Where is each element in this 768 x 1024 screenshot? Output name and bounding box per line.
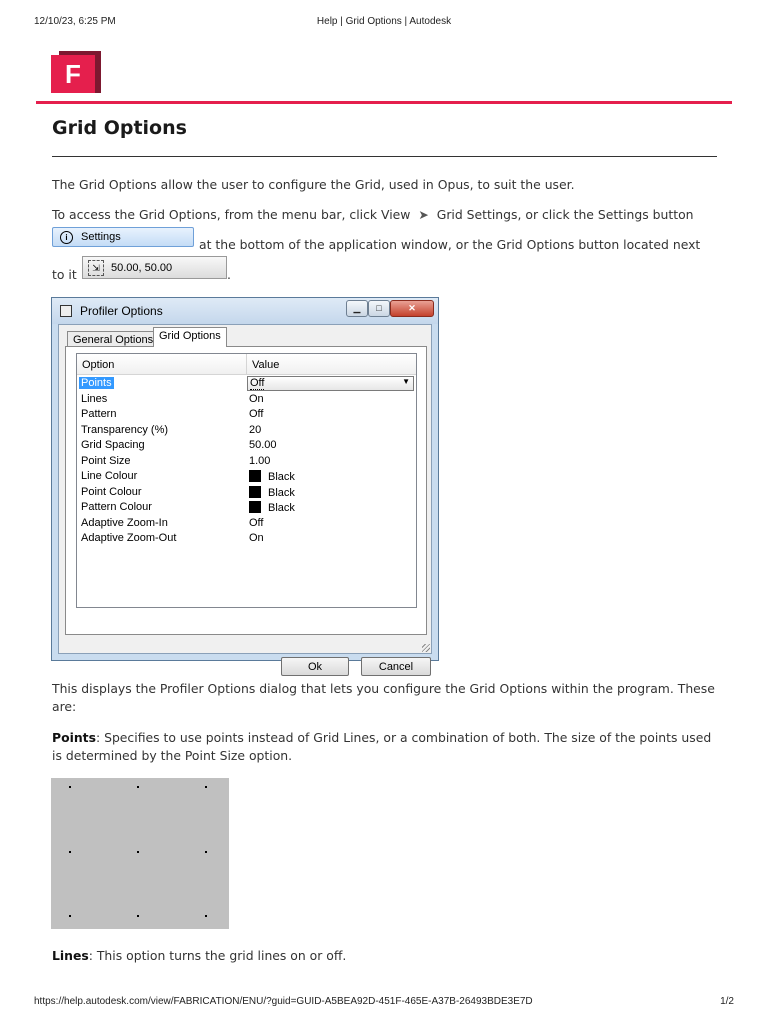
menu-separator-icon: ➤: [418, 207, 429, 222]
print-page-number: 1/2: [720, 996, 734, 1007]
dropdown-value: Off: [250, 377, 265, 389]
color-name: Black: [268, 471, 295, 483]
option-name: Adaptive Zoom-Out: [81, 532, 177, 544]
option-value: 20: [249, 423, 262, 436]
logo-letter: F: [51, 55, 95, 93]
color-name: Black: [268, 502, 295, 514]
access-text-1: To access the Grid Options, from the menu bar, click View: [52, 207, 411, 222]
tab-general-options[interactable]: General Options: [67, 331, 159, 347]
option-name: Points: [81, 377, 112, 389]
grid-point: [69, 786, 71, 788]
options-list: [76, 353, 417, 608]
grid-spacing-icon: ⇲: [88, 260, 104, 276]
settings-button-label: Settings: [81, 231, 121, 243]
grid-point: [137, 786, 139, 788]
column-header-value[interactable]: Value: [252, 359, 280, 371]
autodesk-fabrication-logo[interactable]: [51, 51, 101, 93]
option-name: Grid Spacing: [81, 439, 145, 451]
option-row-adaptive-zoom-in[interactable]: [77, 516, 416, 532]
access-paragraph-line3: to it: [52, 267, 77, 282]
option-name: Pattern: [81, 408, 117, 420]
lines-paragraph: [52, 947, 718, 965]
column-header-option[interactable]: Option: [82, 359, 115, 371]
list-header: [77, 354, 416, 375]
print-datetime: 12/10/23, 6:25 PM: [34, 16, 116, 27]
grid-point: [69, 851, 71, 853]
points-paragraph: [52, 729, 718, 765]
option-row-pattern[interactable]: [77, 407, 416, 423]
window-app-icon: [60, 305, 72, 317]
option-name: Transparency (%): [81, 423, 169, 436]
option-value: [249, 501, 295, 514]
lines-description: : This option turns the grid lines on or off.: [88, 948, 347, 963]
option-name: Line Colour: [81, 470, 138, 482]
tab-grid-options[interactable]: Grid Options: [153, 327, 227, 347]
close-icon[interactable]: ✕: [390, 300, 434, 317]
points-term: Points: [52, 730, 96, 745]
access-paragraph-line1: [52, 206, 718, 224]
grid-options-button-image: [82, 256, 227, 279]
option-name: Point Size: [81, 454, 131, 467]
info-icon: i: [60, 231, 73, 244]
option-name: Point Colour: [81, 485, 142, 498]
option-row-grid-spacing[interactable]: [77, 438, 416, 454]
points-grid-example-image: [51, 778, 229, 929]
grid-point: [205, 851, 207, 853]
dialog-titlebar: [52, 298, 438, 324]
option-row-adaptive-zoom-out[interactable]: [77, 531, 416, 547]
option-value: 1.00: [249, 454, 271, 467]
option-value: [249, 470, 295, 483]
option-row-point-colour[interactable]: [77, 485, 416, 501]
title-divider: [52, 156, 717, 157]
option-value: On: [249, 392, 264, 405]
color-swatch: [249, 470, 261, 482]
grid-point: [205, 915, 207, 917]
profiler-options-dialog: [51, 297, 439, 673]
displays-paragraph: This displays the Profiler Options dialog that lets you configure the Grid Options within the program. These are:: [52, 681, 715, 714]
option-value: On: [249, 532, 264, 544]
access-text-2: Grid Settings, or click the Settings button: [436, 207, 694, 222]
lines-term: Lines: [52, 948, 89, 963]
dialog-body: [58, 324, 432, 673]
grid-point: [137, 851, 139, 853]
grid-options-panel: [65, 346, 427, 673]
chevron-down-icon[interactable]: ▼: [402, 377, 410, 386]
option-value: Off: [249, 516, 264, 529]
option-value: Off: [249, 408, 264, 420]
grid-point: [69, 915, 71, 917]
option-row-transparency[interactable]: [77, 423, 416, 439]
intro-paragraph: The Grid Options allow the user to configure the Grid, used in Opus, to suit the user.: [52, 177, 575, 192]
print-page-title: Help | Grid Options | Autodesk: [316, 16, 452, 27]
option-row-lines[interactable]: [77, 392, 416, 408]
option-name: Adaptive Zoom-In: [81, 516, 168, 529]
settings-button-image: [52, 227, 194, 247]
option-name: Pattern Colour: [81, 501, 152, 513]
grid-button-label: 50.00, 50.00: [111, 262, 173, 274]
option-row-pattern-colour[interactable]: [77, 500, 416, 516]
grid-point: [137, 915, 139, 917]
option-row-line-colour[interactable]: [77, 469, 416, 485]
color-name: Black: [268, 486, 295, 499]
ok-button[interactable]: Ok: [281, 657, 349, 676]
maximize-icon[interactable]: □: [368, 300, 390, 317]
option-name: Lines: [81, 392, 108, 405]
points-description: : Specifies to use points instead of Grid Lines, or a combination of both. The size of the points used is determined by the Point Size option.: [52, 730, 712, 763]
access-paragraph-end: .: [227, 267, 231, 282]
color-swatch: [249, 501, 261, 513]
dialog-title: Profiler Options: [80, 304, 163, 318]
access-paragraph-line2: at the bottom of the application window, or the Grid Options button located next: [199, 237, 701, 252]
brand-divider: [36, 101, 732, 104]
minimize-icon[interactable]: ▁: [346, 300, 368, 317]
option-row-points[interactable]: [77, 376, 416, 392]
option-row-point-size[interactable]: [77, 454, 416, 470]
page-title: Grid Options: [52, 117, 187, 139]
points-value-dropdown[interactable]: [247, 376, 414, 391]
option-value: 50.00: [249, 439, 277, 451]
print-url: https://help.autodesk.com/view/FABRICATION/ENU/?guid=GUID-A5BEA92D-451F-465E-A37B-26493BDE3E7D: [34, 996, 533, 1007]
option-value: [249, 486, 295, 499]
grid-point: [205, 786, 207, 788]
color-swatch: [249, 486, 261, 498]
column-separator[interactable]: [246, 354, 247, 374]
resize-grip-icon[interactable]: [422, 644, 430, 652]
cancel-button[interactable]: Cancel: [361, 657, 431, 676]
